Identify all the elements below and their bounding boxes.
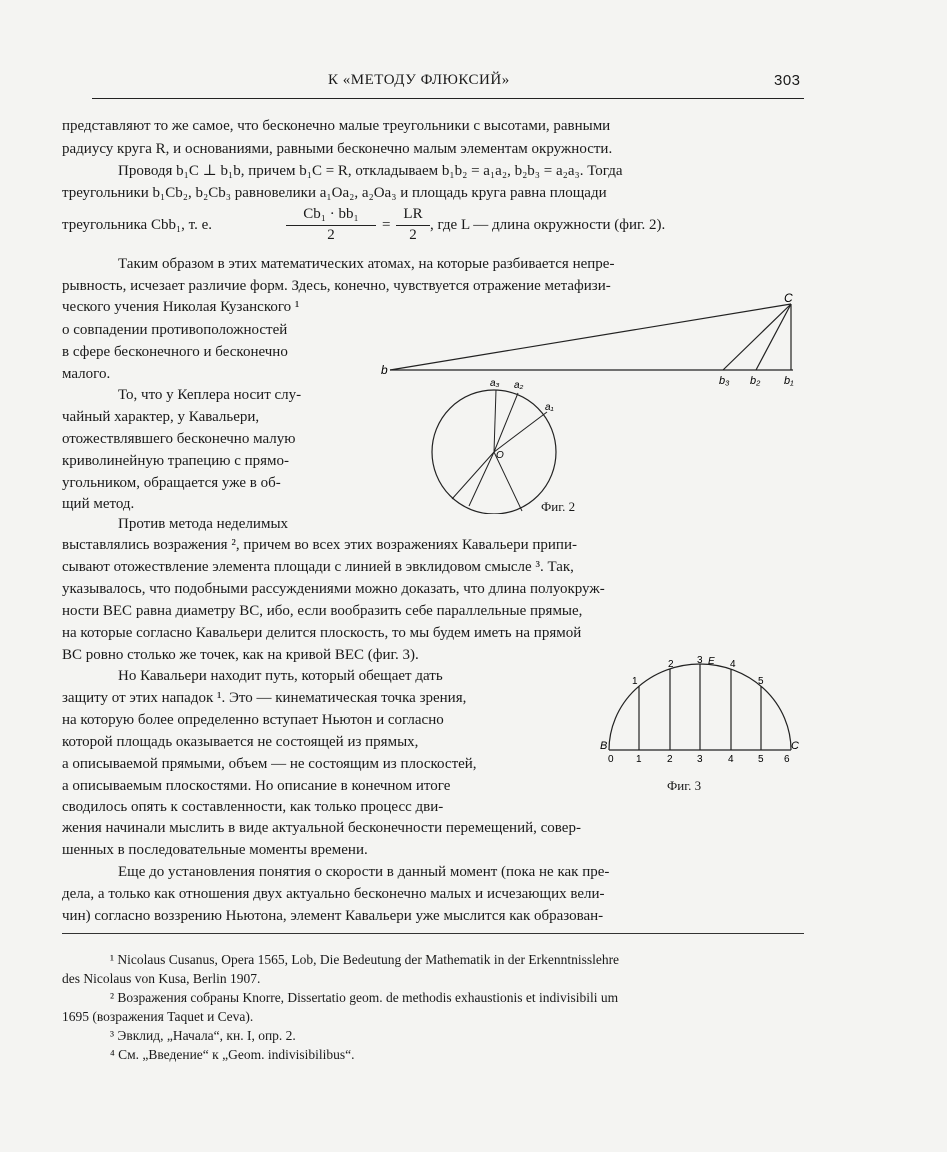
tick-label: 2 <box>667 754 673 764</box>
fig2-caption: Фиг. 2 <box>541 499 576 514</box>
label-b3: b₃ <box>719 375 730 386</box>
tick-label: 4 <box>728 754 734 764</box>
text-line: Проводя b₁C ⊥ b₁b, причем b₁C = R, откладываем b₁b₂ = a₁a₂, b₂b₃ = a₂a₃. Тогда <box>118 163 623 179</box>
text-line: на которые согласно Кавальери делится плоскость, то мы будем иметь на прямой <box>62 625 582 641</box>
text-line: которой площадь оказывается не состоящей из прямых, <box>62 734 419 750</box>
tick-label: 3 <box>697 754 703 764</box>
fraction-bar <box>286 225 376 226</box>
text-line: отожествлявшего бесконечно малую <box>62 431 296 447</box>
footnote-line: ⁴ См. „Введение“ к „Geom. indivisibilibus“. <box>110 1047 355 1062</box>
text-line: криволинейную трапецию с прямо- <box>62 453 290 469</box>
hypotenuse-line <box>390 304 791 370</box>
header-rule <box>92 98 804 99</box>
label-b2: b₂ <box>750 375 761 386</box>
text-line: малого. <box>62 366 111 382</box>
text-line: сводилось опять к составленности, как только процесс дви- <box>62 799 444 815</box>
fraction-denominator: 2 <box>327 227 335 243</box>
label-C: C <box>791 740 799 752</box>
tick-label: 1 <box>636 754 642 764</box>
text-line: BC ровно столько же точек, как на кривой BEC (фиг. 3). <box>62 647 419 663</box>
text-line: а описываемой прямыми, объем — не состоящим из плоскостей, <box>62 756 477 772</box>
text-line: дела, а только как отношения двух актуально бесконечно малых и исчезающих вели- <box>62 886 605 902</box>
text-line: ческого учения Николая Кузанского ¹ <box>62 299 300 315</box>
text-line: Таким образом в этих математических атомах, на которые разбивается непре- <box>118 256 615 272</box>
running-header-title: К «МЕТОДУ ФЛЮКСИЙ» <box>328 72 510 88</box>
text-line: защиту от этих нападок ¹. Это — кинематическая точка зрения, <box>62 690 467 706</box>
text-line: представляют то же самое, что бесконечно малые треугольники с высотами, равными <box>62 118 611 134</box>
radius-line <box>469 452 494 506</box>
fraction-numerator: Cb₁ · bb₁ <box>303 206 359 222</box>
footnote-line: ² Возражения собраны Knorre, Dissertatio geom. de methodis exhaustionis et indivisibili um <box>110 990 619 1005</box>
formula-suffix: , где L — длина окружности (фиг. 2). <box>430 217 666 233</box>
text-line: а описываемым плоскостями. Но описание в конечном итоге <box>62 778 451 794</box>
footnote-rule <box>62 933 804 934</box>
text-line: чайный характер, у Кавальери, <box>62 409 260 425</box>
label-a2: a₂ <box>514 380 524 391</box>
text-line: То, что у Кеплера носит слу- <box>118 387 302 403</box>
label-E: E <box>708 656 715 667</box>
text-line: о совпадении противоположностей <box>62 322 288 338</box>
text-line: радиусу круга R, и основаниями, равными бесконечно малым элементам окружности. <box>62 141 613 157</box>
text-line: выставлялись возражения ², причем во всех этих возражениях Кавальери припи- <box>62 537 577 553</box>
text-line: треугольники b₁Cb₂, b₂Cb₃ равновелики a₁Oa₂, a₂Oa₃ и площадь круга равна площади <box>62 185 607 201</box>
footnote-line: ³ Эвклид, „Начала“, кн. I, опр. 2. <box>110 1028 296 1043</box>
fig2-circle-diagram <box>424 374 574 514</box>
text-line: жения начинали мыслить в виде актуальной бесконечности перемещений, совер- <box>62 820 581 836</box>
label-b1: b₁ <box>784 375 794 386</box>
text-line: угольником, обращается уже в об- <box>62 475 281 491</box>
top-label: 1 <box>632 676 638 687</box>
fraction-denominator: 2 <box>409 227 417 243</box>
fig3-caption: Фиг. 3 <box>667 778 702 793</box>
text-line: указывалось, что подобными рассуждениями можно доказать, что длина полуокруж- <box>62 581 605 597</box>
text-line: Но Кавальери находит путь, который обещает дать <box>118 668 443 684</box>
label-B: B <box>600 740 608 752</box>
text-line: Против метода неделимых <box>118 516 289 532</box>
label-C: C <box>784 291 793 305</box>
fig3-semicircle-diagram <box>596 652 806 764</box>
radius-line <box>494 390 496 452</box>
top-label: 4 <box>730 659 736 670</box>
text-line: сывают отожествление элемента площади с линией в эвклидовом смысле ³. Так, <box>62 559 574 575</box>
text-line: ности BEC равна диаметру BC, ибо, если вообразить себе параллельные прямые, <box>62 603 583 619</box>
label-a3: a₃ <box>490 378 500 389</box>
top-label: 5 <box>758 676 764 687</box>
page-number: 303 <box>774 72 801 89</box>
label-a1: a₁ <box>545 402 554 413</box>
text-line: чин) согласно воззрению Ньютона, элемент Кавальери уже мыслится как образован- <box>62 908 604 924</box>
radius-line <box>452 452 494 499</box>
segment-line <box>756 304 791 370</box>
label-O: O <box>496 450 504 461</box>
tick-label: 0 <box>608 754 614 764</box>
tick-label: 5 <box>758 754 764 764</box>
fig2-triangle-diagram <box>375 290 805 386</box>
top-label: 3 <box>697 655 703 666</box>
tick-label: 6 <box>784 754 790 764</box>
fraction-numerator: LR <box>403 206 423 222</box>
text-line: в сфере бесконечного и бесконечно <box>62 344 288 360</box>
formula-line <box>62 206 804 246</box>
footnote-line: des Nicolaus von Kusa, Berlin 1907. <box>62 971 261 986</box>
text-line: Еще до установления понятия о скорости в данный момент (пока не как пре- <box>118 864 610 880</box>
fraction-bar <box>396 225 430 226</box>
text-line: шенных в последовательные моменты времени. <box>62 842 368 858</box>
top-label: 2 <box>668 659 674 670</box>
footnote-line: ¹ Nicolaus Cusanus, Opera 1565, Lob, Die Bedeutung der Mathematik in der Erkenntnisslehre <box>110 952 620 967</box>
text-line: рывность, исчезает различие форм. Здесь, конечно, чувствуется отражение метафизи- <box>62 278 611 294</box>
text-line: на которую более определенно вступает Ньютон и согласно <box>62 712 444 728</box>
equals-sign: = <box>382 217 391 233</box>
text-line: щий метод. <box>62 496 135 512</box>
label-b: b <box>381 363 388 377</box>
footnote-line: 1695 (возражения Taquet и Ceva). <box>62 1009 254 1024</box>
formula-prefix: треугольника Cbb₁, т. е. <box>62 217 213 233</box>
